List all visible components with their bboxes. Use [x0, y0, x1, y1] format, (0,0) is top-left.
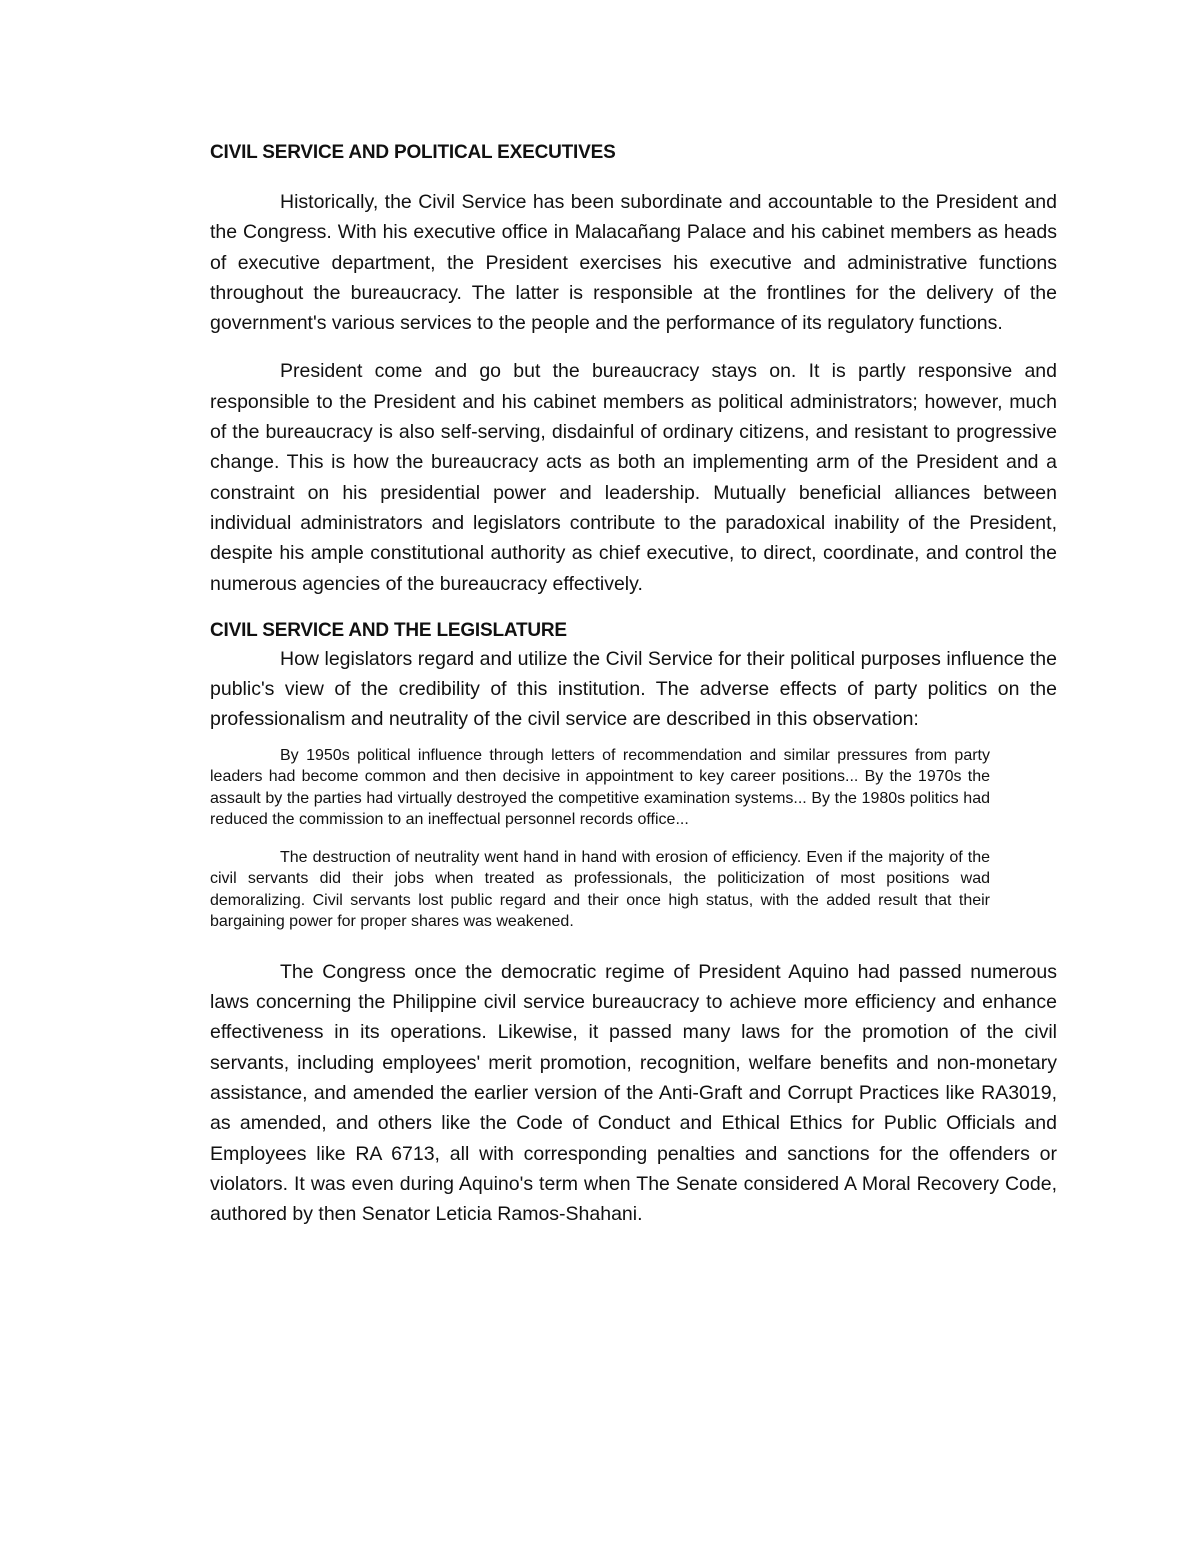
section-heading-political-executives: CIVIL SERVICE AND POLITICAL EXECUTIVES: [210, 142, 616, 163]
paragraph-congress-aquino: The Congress once the democratic regime of President Aquino had passed numerous laws concerning the Philippine civil service bureaucracy to achieve more efficiency and enhance effectiveness in its operations. Likewise, it passed many laws for the promotion of the civil servants, including employees' merit promotion, recognition, welfare benefits and non-monetary assistance, and amended the earlier version of the Anti-Graft and Corrupt Practices like RA3019, as amended, and others like the Code of Conduct and Ethical Ethics for Public Officials and Employees like RA 6713, all with corresponding penalties and sanctions for the offenders or violators. It was even during Aquino's term when The Senate considered A Moral Recovery Code, authored by then Senator Leticia Ramos-Shahani.: [210, 960, 1057, 1226]
section-heading-legislature: CIVIL SERVICE AND THE LEGISLATURE: [210, 619, 567, 641]
paragraph-historically: Historically, the Civil Service has been subordinate and accountable to the President and the Congress. With his executive office in Malacañang Palace and his cabinet members as heads of executive department, the President exercises his executive and administrative functions throughout the bureaucracy. The latter is responsible at the frontlines for the delivery of the government's various services to the people and the performance of its regulatory functions.: [210, 191, 1057, 335]
block-quote-1950s: By 1950s political influence through letters of recommendation and similar pressures from party leaders had become common and then decisive in appointment to key career positions... By the 1970s the assault by the parties had virtually destroyed the competitive examination systems... By the 1980s politics had reduced the commission to an ineffectual personnel records office...: [210, 746, 990, 829]
paragraph-legislators: How legislators regard and utilize the Civil Service for their political purposes influence the public's view of the credibility of this institution. The adverse effects of party politics on the professionalism and neutrality of the civil service are described in this observation:: [210, 647, 1057, 731]
paragraph-president-come-and-go: President come and go but the bureaucracy stays on. It is partly responsive and responsible to the President and his cabinet members as political administrators; however, much of the bureaucracy is also self-serving, disdainful of ordinary citizens, and resistant to progressive change. This is how the bureaucracy acts as both an implementing arm of the President and a constraint on his presidential power and leadership. Mutually beneficial alliances between individual administrators and legislators contribute to the paradoxical inability of the President, despite his ample constitutional authority as chief executive, to direct, coordinate, and control the numerous agencies of the bureaucracy effectively.: [210, 360, 1057, 595]
document-page: [210, 141, 1057, 1229]
block-quote-neutrality: The destruction of neutrality went hand in hand with erosion of efficiency. Even if the majority of the civil servants did their jobs when treated as professionals, the politicization of most positions wad demoralizing. Civil servants lost public regard and their once high status, with the added result that their bargaining power for proper shares was weakened.: [210, 848, 990, 931]
